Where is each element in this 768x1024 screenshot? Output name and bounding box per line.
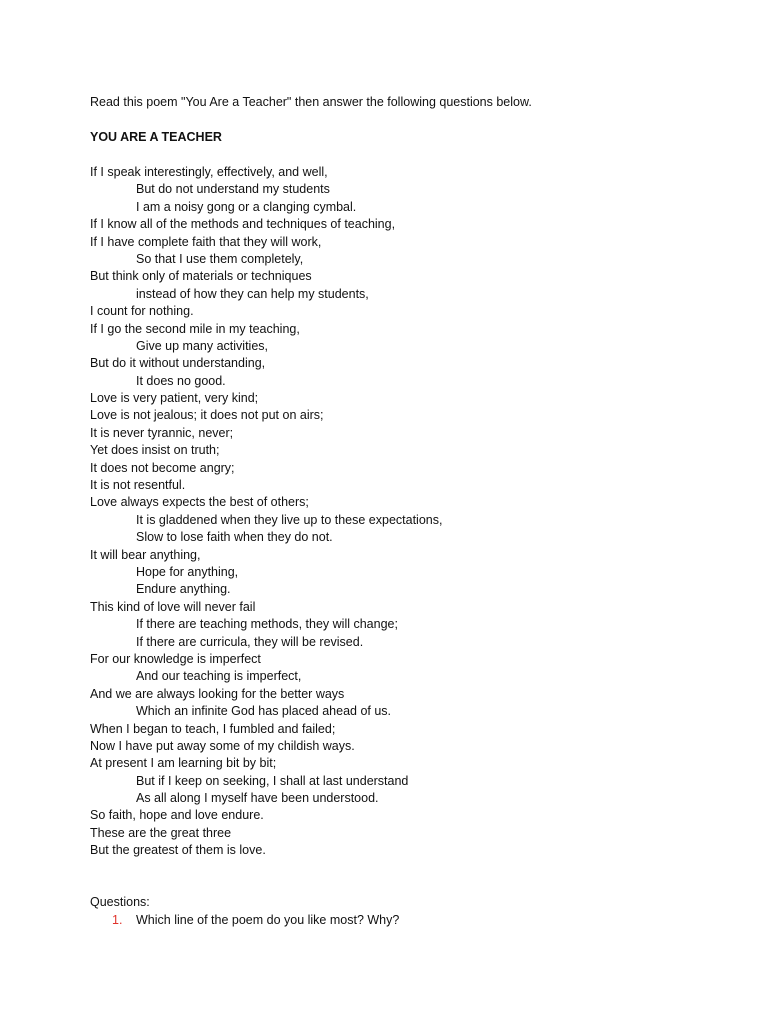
- poem-line: It does no good.: [136, 373, 226, 388]
- poem-line: At present I am learning bit by bit;: [90, 756, 277, 771]
- poem-line: If I speak interestingly, effectively, and well,: [90, 165, 328, 179]
- poem-line: It is never tyrannic, never;: [90, 425, 234, 440]
- poem-line: instead of how they can help my students,: [136, 286, 369, 301]
- question-item: [112, 912, 399, 929]
- poem-line: But do not understand my students: [136, 182, 330, 197]
- poem-line: Hope for anything,: [136, 564, 239, 579]
- poem-title: YOU ARE A TEACHER: [90, 130, 222, 144]
- poem-line: Which an infinite God has placed ahead of us.: [136, 704, 392, 719]
- poem-line: It is gladdened when they live up to these expectations,: [136, 512, 443, 527]
- poem-line: Love always expects the best of others;: [90, 495, 309, 510]
- poem-line: Slow to lose faith when they do not.: [136, 530, 333, 545]
- poem-line: So that I use them completely,: [136, 251, 304, 266]
- poem-line: Yet does insist on truth;: [90, 443, 220, 458]
- poem-line: I count for nothing.: [90, 304, 194, 319]
- poem-line: If I know all of the methods and techniques of teaching,: [90, 217, 396, 232]
- poem-line: As all along I myself have been understood.: [136, 791, 379, 806]
- poem-line: But the greatest of them is love.: [90, 843, 266, 858]
- poem-line: This kind of love will never fail: [90, 599, 256, 614]
- intro-instruction: Read this poem "You Are a Teacher" then answer the following questions below.: [90, 95, 532, 109]
- poem-line: If I go the second mile in my teaching,: [90, 321, 300, 336]
- questions-heading: Questions:: [90, 895, 150, 909]
- question-text: Which line of the poem do you like most? Why?: [136, 913, 400, 927]
- poem-line: Now I have put away some of my childish ways.: [90, 738, 355, 753]
- poem-line: And our teaching is imperfect,: [136, 669, 302, 684]
- poem-line: It does not become angry;: [90, 460, 235, 475]
- poem-line: But if I keep on seeking, I shall at last understand: [136, 773, 409, 788]
- poem-line: It is not resentful.: [90, 478, 186, 493]
- poem-line: Endure anything.: [136, 582, 231, 597]
- poem-line: Love is very patient, very kind;: [90, 391, 259, 406]
- poem-line: It will bear anything,: [90, 547, 201, 562]
- poem-line: I am a noisy gong or a clanging cymbal.: [136, 199, 357, 214]
- poem-line: If there are curricula, they will be revised.: [136, 634, 364, 649]
- poem-line: If I have complete faith that they will work,: [90, 234, 322, 249]
- poem-line: So faith, hope and love endure.: [90, 808, 264, 823]
- poem-line: And we are always looking for the better ways: [90, 686, 345, 701]
- poem-line: But do it without understanding,: [90, 356, 266, 371]
- poem-line: Love is not jealous; it does not put on airs;: [90, 408, 324, 423]
- poem-line: But think only of materials or techniques: [90, 269, 312, 284]
- poem-line: If there are teaching methods, they will change;: [136, 617, 398, 632]
- poem-line: When I began to teach, I fumbled and failed;: [90, 721, 336, 736]
- question-number: 1.: [112, 913, 123, 927]
- poem-line: These are the great three: [90, 825, 232, 840]
- poem-body: [90, 164, 442, 860]
- poem-line: For our knowledge is imperfect: [90, 651, 261, 666]
- poem-line: Give up many activities,: [136, 338, 268, 353]
